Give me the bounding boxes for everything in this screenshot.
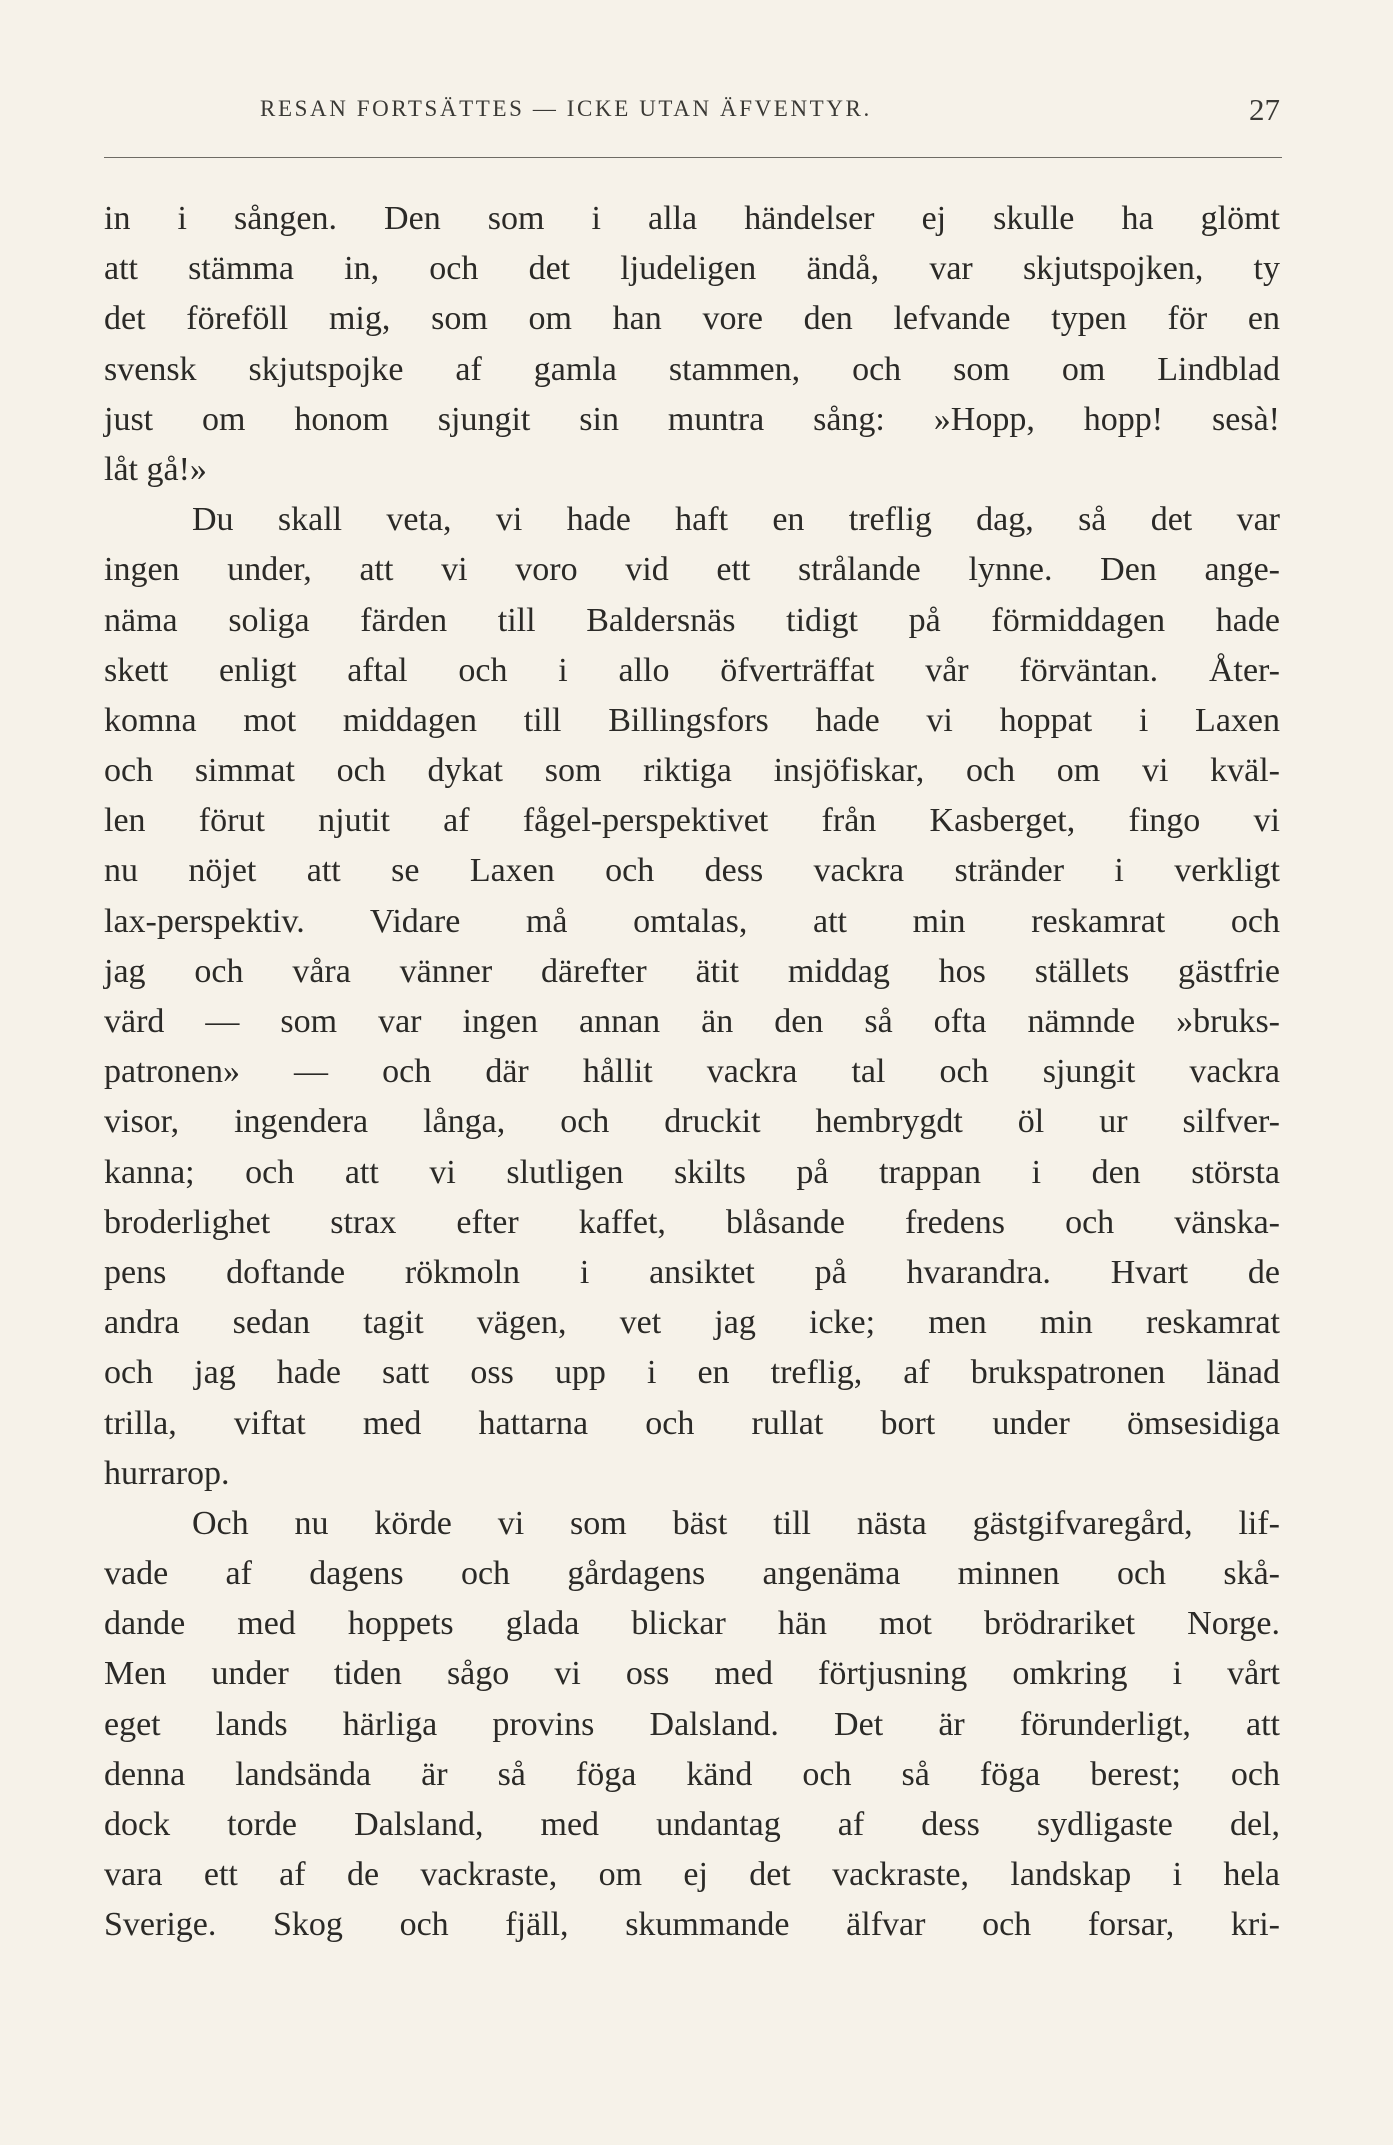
text-line: nu nöjet att se Laxen och dess vackra stränder i verkligt [104, 852, 1280, 890]
text-line: lax-perspektiv. Vidare må omtalas, att min reskamrat och [104, 902, 1280, 940]
text-line: eget lands härliga provins Dalsland. Det är förunderligt, att [104, 1705, 1280, 1743]
text-line: broderlighet strax efter kaffet, blåsande fredens och vänska- [104, 1203, 1280, 1241]
page-number: 27 [1249, 92, 1280, 127]
text-line: kanna; och att vi slutligen skilts på trappan i den största [104, 1153, 1280, 1191]
text-line: näma soliga färden till Baldersnäs tidigt på förmiddagen hade [104, 601, 1280, 639]
text-line: dock torde Dalsland, med undantag af dess sydligaste del, [104, 1806, 1280, 1843]
text-line: Du skall veta, vi hade haft en treflig dag, så det var [192, 501, 1280, 539]
text-line: vade af dagens och gårdagens angenäma minnen och skå- [104, 1555, 1280, 1593]
text-line: just om honom sjungit sin muntra sång: »Hopp, hopp! sesà! [104, 400, 1280, 438]
text-line: Och nu körde vi som bäst till nästa gästgifvaregård, lif- [192, 1504, 1280, 1542]
text-line: visor, ingendera långa, och druckit hembrygdt öl ur silfver- [104, 1103, 1280, 1141]
text-line: patronen» — och där hållit vackra tal och sjungit vackra [104, 1053, 1280, 1091]
text-line: andra sedan tagit vägen, vet jag icke; men min reskamrat [104, 1304, 1280, 1342]
text-line: värd — som var ingen annan än den så ofta nämnde »bruks- [104, 1003, 1280, 1040]
text-line: dande med hoppets glada blickar hän mot brödrariket Norge. [104, 1605, 1280, 1643]
text-line: pens doftande rökmoln i ansiktet på hvarandra. Hvart de [104, 1253, 1280, 1291]
text-line: hurrarop. [104, 1454, 230, 1492]
text-line: och simmat och dykat som riktiga insjöfiskar, och om vi kväl- [104, 752, 1280, 790]
text-line: det föreföll mig, som om han vore den lefvande typen för en [104, 300, 1280, 338]
text-line: Men under tiden sågo vi oss med förtjusning omkring i vårt [104, 1655, 1280, 1693]
running-title: RESAN FORTSÄTTES — ICKE UTAN ÄFVENTYR. [260, 96, 872, 121]
text-line: Sverige. Skog och fjäll, skummande älfvar och forsar, kri- [104, 1906, 1280, 1944]
text-line: denna landsända är så föga känd och så föga berest; och [104, 1755, 1280, 1793]
text-line: in i sången. Den som i alla händelser ej skulle ha glömt [104, 200, 1280, 237]
text-line: låt gå!» [104, 450, 207, 488]
text-line: och jag hade satt oss upp i en treflig, af brukspatronen länad [104, 1354, 1280, 1392]
text-line: komna mot middagen till Billingsfors hade vi hoppat i Laxen [104, 701, 1280, 739]
running-head [104, 92, 1280, 132]
header-rule [104, 157, 1282, 158]
text-line: jag och våra vänner därefter ätit middag hos ställets gästfrie [104, 952, 1280, 990]
text-line: vara ett af de vackraste, om ej det vackraste, landskap i hela [104, 1856, 1280, 1894]
body-text [104, 194, 1280, 1951]
text-line: len förut njutit af fågel-perspektivet från Kasberget, fingo vi [104, 802, 1280, 840]
text-line: att stämma in, och det ljudeligen ändå, var skjutspojken, ty [104, 250, 1280, 288]
text-line: trilla, viftat med hattarna och rullat bort under ömsesidiga [104, 1404, 1280, 1442]
text-line: ingen under, att vi voro vid ett strålande lynne. Den ange- [104, 551, 1280, 589]
text-line: skett enligt aftal och i allo öfverträffat vår förväntan. Åter- [104, 651, 1280, 689]
text-line: svensk skjutspojke af gamla stammen, och som om Lindblad [104, 350, 1280, 388]
